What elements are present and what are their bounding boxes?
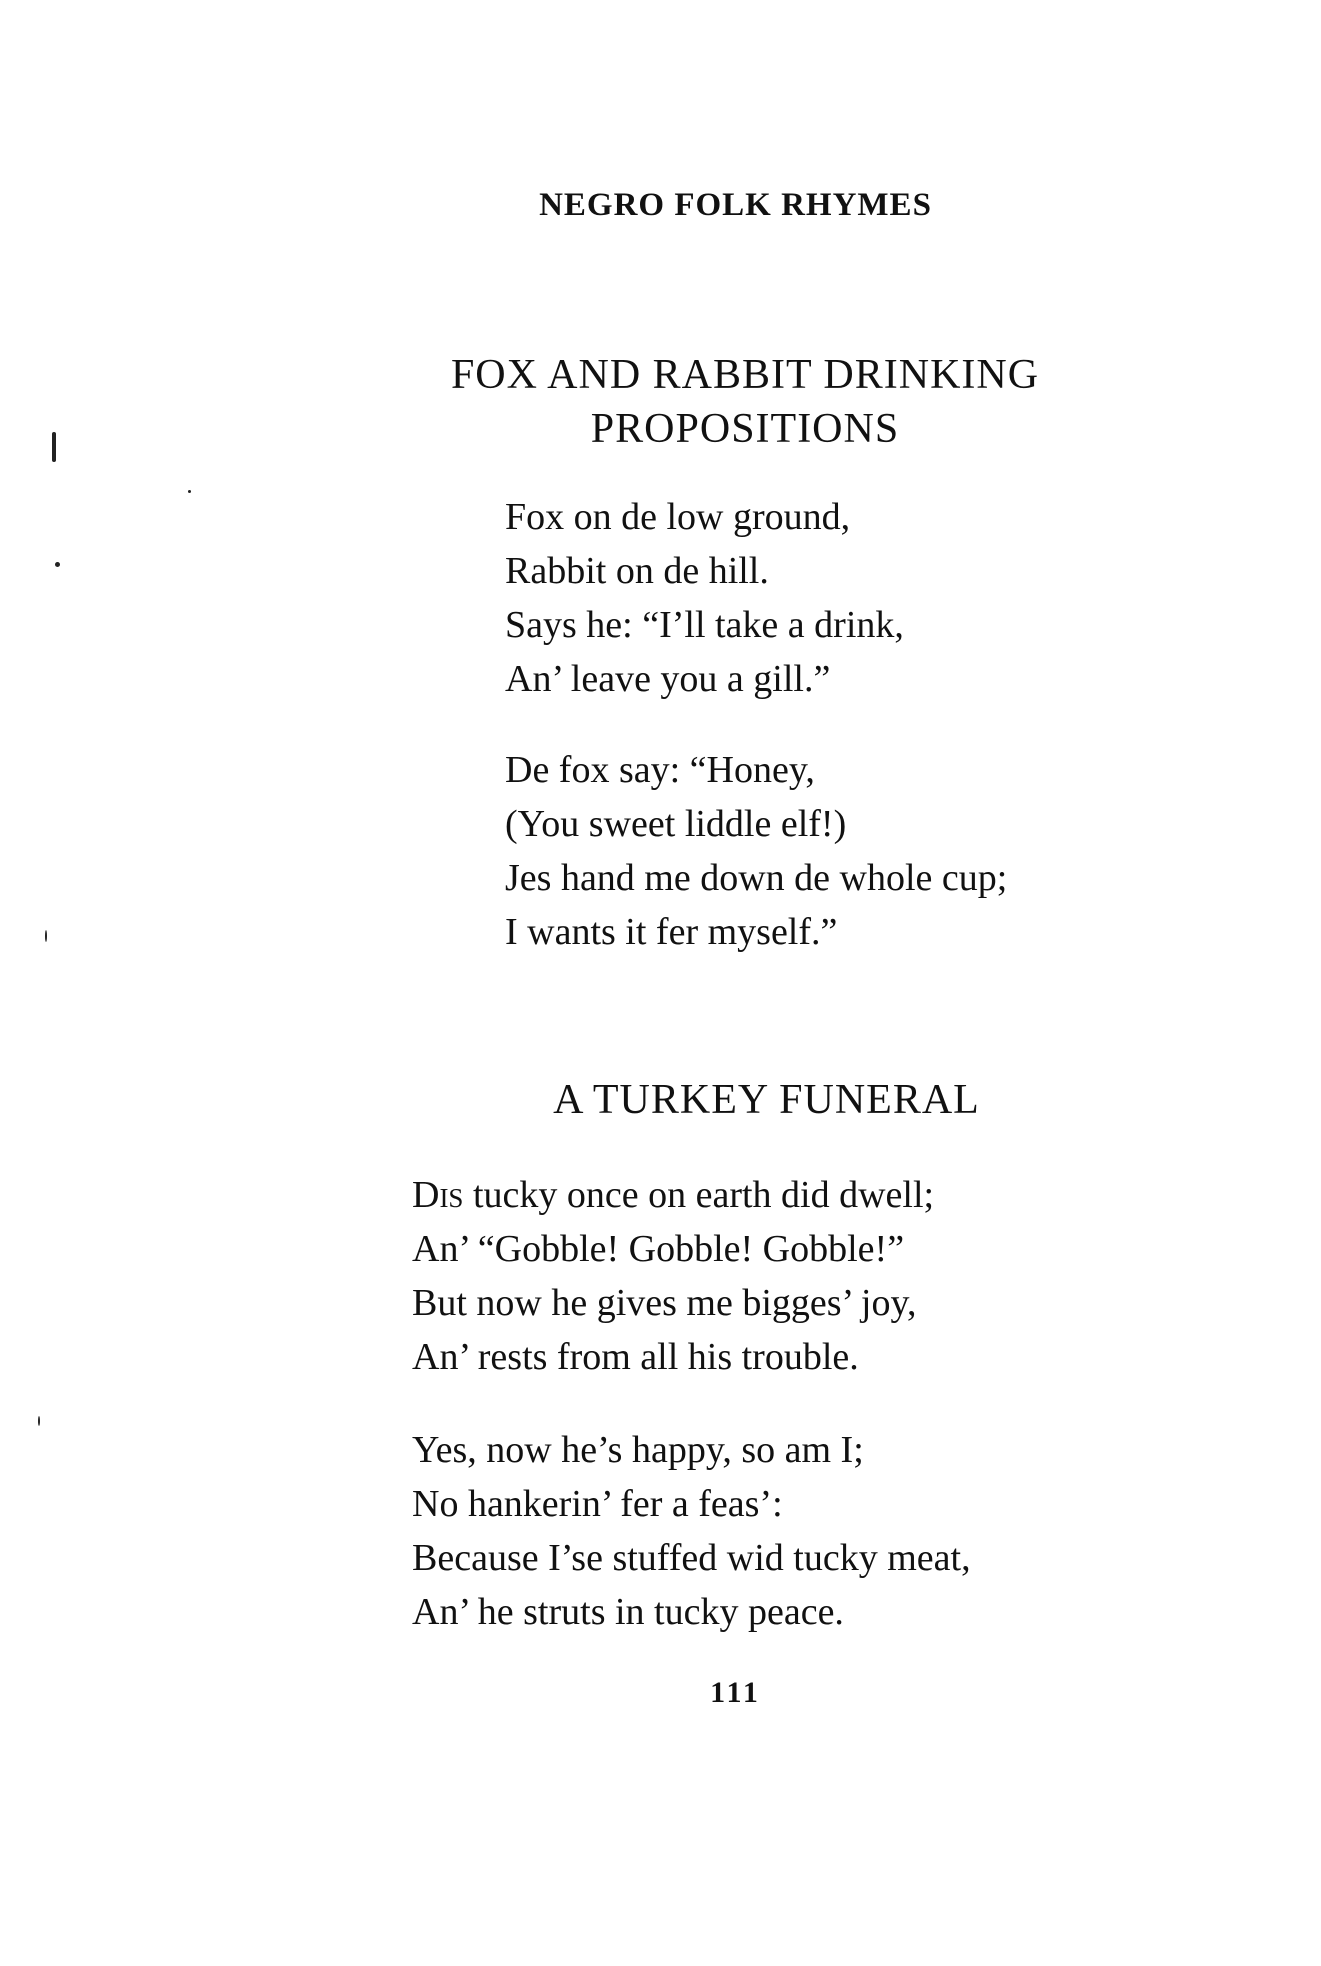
verse-line: Says he: “I’ll take a drink, bbox=[505, 604, 904, 646]
scan-mark bbox=[45, 930, 47, 942]
scan-mark bbox=[38, 1416, 40, 1426]
verse-line: An’ rests from all his trouble. bbox=[412, 1336, 859, 1378]
verse-line: De fox say: “Honey, bbox=[505, 749, 815, 791]
scan-mark bbox=[52, 432, 56, 462]
verse-line: I wants it fer myself.” bbox=[505, 911, 838, 953]
poem-title-fox-and-rabbit bbox=[415, 348, 1075, 456]
scan-mark bbox=[55, 562, 60, 567]
poem2-stanza-2 bbox=[412, 1423, 971, 1639]
scan-mark bbox=[188, 490, 191, 493]
verse-line: An’ he struts in tucky peace. bbox=[412, 1591, 844, 1633]
verse-line: (You sweet liddle elf!) bbox=[505, 803, 847, 845]
verse-line: Because I’se stuffed wid tucky meat, bbox=[412, 1537, 971, 1579]
verse-line: Jes hand me down de whole cup; bbox=[505, 857, 1008, 899]
verse-line: Dis tucky once on earth did dwell; bbox=[412, 1174, 935, 1216]
poem-title-turkey-funeral: A TURKEY FUNERAL bbox=[553, 1077, 980, 1123]
verse-line: But now he gives me bigges’ joy, bbox=[412, 1282, 917, 1324]
verse-line: Rabbit on de hill. bbox=[505, 550, 769, 592]
poem1-stanza-1 bbox=[505, 490, 904, 706]
page-number: 111 bbox=[710, 1676, 761, 1709]
verse-line: An’ leave you a gill.” bbox=[505, 658, 831, 700]
poem-title-line: FOX AND RABBIT DRINKING bbox=[450, 352, 1040, 398]
poem2-stanza-1 bbox=[412, 1168, 934, 1384]
verse-line: Fox on de low ground, bbox=[505, 496, 851, 538]
verse-line: No hankerin’ fer a feas’: bbox=[412, 1483, 783, 1525]
verse-line: Yes, now he’s happy, so am I; bbox=[412, 1429, 864, 1471]
poem1-stanza-2 bbox=[505, 743, 1007, 959]
running-head: NEGRO FOLK RHYMES bbox=[539, 187, 932, 223]
verse-line: An’ “Gobble! Gobble! Gobble!” bbox=[412, 1228, 905, 1270]
poem-title-line: PROPOSITIONS bbox=[590, 406, 900, 452]
initial-word: Dis bbox=[412, 1174, 464, 1216]
